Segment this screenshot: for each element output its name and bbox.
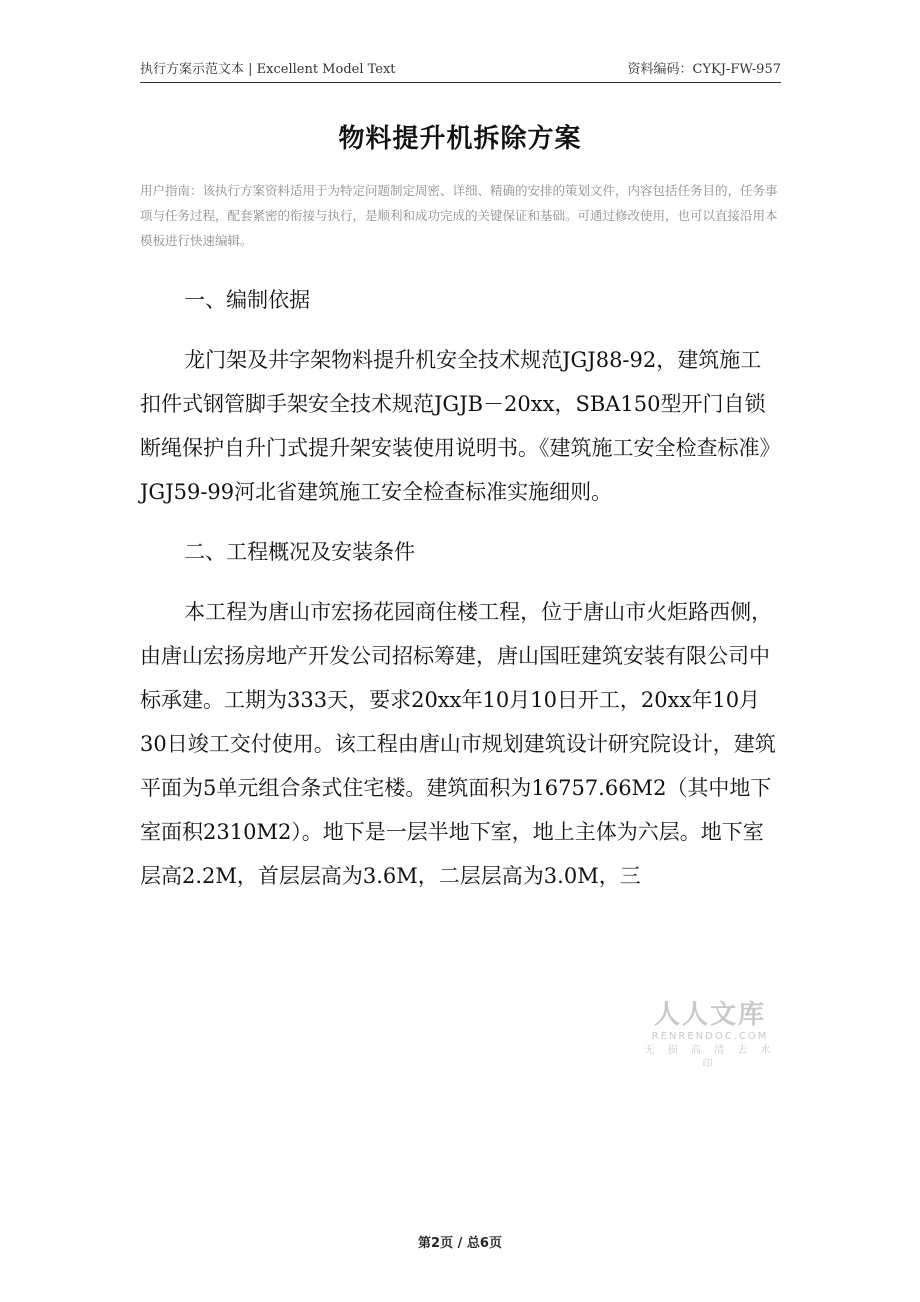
document-title: 物料提升机拆除方案 <box>338 124 582 154</box>
section-paragraph-basis: 龙门架及井字架物料提升机安全技术规范JGJ88-92，建筑施工扣件式钢管脚手架安全技术规范JGJB－20xx，SBA150型开门自锁断绳保护自升门式提升架安装使用说明书。《建筑施工安全检查标准》JGJ59-99河北省建筑施工安全检查标准实施细则。 <box>140 348 781 504</box>
watermark <box>640 1000 780 1076</box>
section-paragraph-overview: 本工程为唐山市宏扬花园商住楼工程，位于唐山市火炬路西侧，由唐山宏扬房地产开发公司招标筹建，唐山国旺建筑安装有限公司中标承建。工期为333天，要求20xx年10月10日开工，20xx年10月30日竣工交付使用。该工程由唐山市规划建筑设计研究院设计，建筑平面为5单元组合条式住宅楼。建筑面积为16757.66M2（其中地下室面积2310M2）。地下是一层半地下室，地上主体为六层。地下室层高2.2M，首层层高为3.6M，二层层高为3.0M，三 <box>140 600 776 888</box>
watermark-tagline: 无 损 高 清 去 水 印 <box>644 1045 776 1070</box>
page-number: 第2页 / 总6页 <box>418 1236 502 1251</box>
document-body <box>140 278 781 914</box>
section-heading-overview: 二、工程概况及安装条件 <box>184 540 416 564</box>
header-left-text: 执行方案示范文本 | Excellent Model Text <box>140 62 396 77</box>
document-code: 资料编码：CYKJ-FW-957 <box>627 62 781 77</box>
user-guide-text: 用户指南：该执行方案资料适用于为特定问题制定周密、详细、精确的安排的策划文件，内容包括任务目的，任务事项与任务过程，配套紧密的衔接与执行，是顺利和成功完成的关键保证和基础。可通过修改使用，也可以直接沿用本模板进行快速编辑。 <box>140 183 778 248</box>
watermark-logo: 人人文库 <box>653 1000 766 1030</box>
page-header <box>140 60 781 83</box>
section-heading-basis: 一、编制依据 <box>184 288 311 312</box>
watermark-site: RENRENDOC.COM <box>651 1031 769 1042</box>
